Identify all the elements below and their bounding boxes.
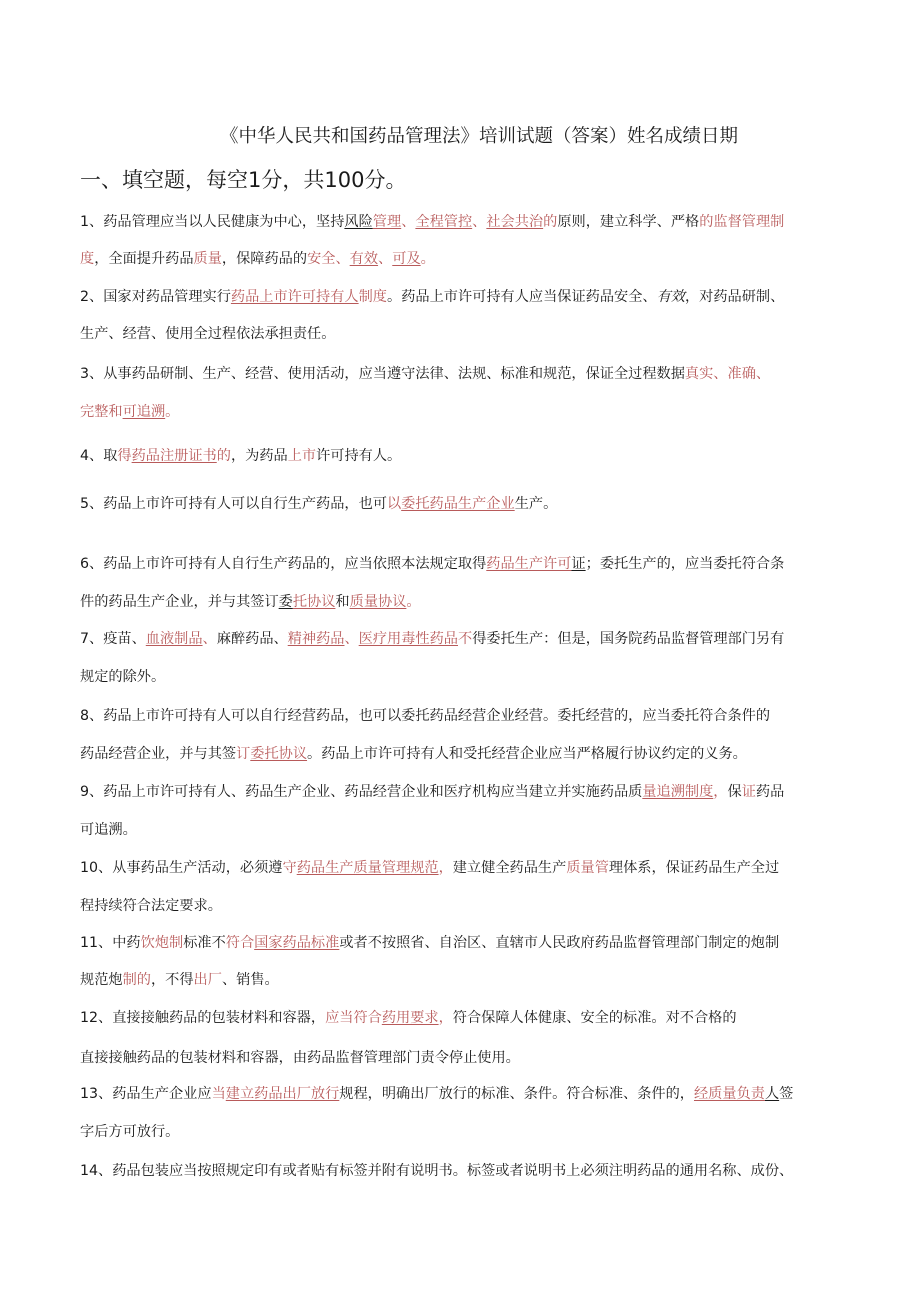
question-text: 麻醉药品、 — [216, 631, 288, 647]
question-text: 1、药品管理应当以人民健康为中心，坚持 — [80, 214, 345, 230]
question-text: 规定的除外。 — [80, 669, 166, 685]
question-text: 有效 — [656, 289, 685, 305]
question-text: 规范炮 — [80, 972, 123, 988]
question-text: 4、取 — [80, 448, 118, 464]
question-text: 风险 — [344, 214, 373, 230]
question-line — [80, 249, 860, 269]
answer-text: 。 — [406, 594, 421, 610]
answer-text: 的监督管理制 — [699, 214, 785, 230]
answer-text: 质量 — [193, 251, 222, 267]
question-text: 5、药品上市许可持有人可以自行生产药品，也可 — [80, 496, 387, 512]
answer-text: 建立药品出厂放行 — [225, 1086, 340, 1102]
question-text: 原则，建立科学、严格 — [557, 214, 700, 230]
question-text: 12、直接接触药品的包装材料和容器， — [80, 1010, 326, 1026]
answer-text: 质量协议 — [349, 594, 407, 610]
question-line — [80, 402, 860, 422]
answer-text: 委托协议 — [250, 746, 308, 762]
answer-text: 血液制品 — [145, 631, 203, 647]
question-text: 或者不按照省、自治区、直辖市人民政府药品监督管理部门制定的炮制 — [339, 935, 780, 951]
answer-text: 药品生产许可 — [486, 556, 572, 572]
question-line — [80, 287, 860, 307]
answer-text: 、 — [755, 366, 771, 382]
answer-text: 药品注册证书 — [131, 448, 217, 464]
question-line — [80, 820, 860, 840]
answer-text: 当 — [211, 1086, 226, 1102]
answer-text: ， — [713, 784, 728, 800]
document-title: 《中华人民共和国药品管理法》培训试题（答案）姓名成绩日期 — [220, 126, 739, 147]
question-text: 3、从事药品研制、生产、经营、使用活动，应当遵守法律、法规、标准和规范，保证全过程数据 — [80, 366, 685, 382]
question-text: 件的药品生产企业，并与其签订 — [80, 594, 279, 610]
answer-text: 以 — [386, 496, 402, 512]
answer-text: 、 — [378, 251, 393, 267]
section-heading: 一、填空题，每空1分，共100分。 — [80, 168, 407, 192]
question-text: 2、国家对药品管理实行 — [80, 289, 231, 305]
question-text: 字后方可放行。 — [80, 1124, 180, 1140]
question-line — [80, 933, 860, 953]
question-text: 。药品上市许可持有人应当保证药品安全、 — [387, 289, 657, 305]
answer-text: 制度 — [358, 289, 387, 305]
question-text: 9、药品上市许可持有人、药品生产企业、药品经营企业和医疗机构应当建立并实施药品质 — [80, 784, 643, 800]
question-line — [80, 1048, 860, 1068]
question-line — [80, 858, 860, 878]
answer-text: 全程管控 — [415, 214, 473, 230]
question-text: 直接接触药品的包装材料和容器，由药品监督管理部门责令停止使用。 — [80, 1050, 520, 1066]
question-line — [80, 212, 860, 232]
answer-text: 社会共治 — [486, 214, 544, 230]
answer-text: 药品生产质量管理规范 — [296, 860, 439, 876]
question-text: 委 — [278, 594, 293, 610]
answer-text: 度 — [80, 251, 95, 267]
answer-text: 准确 — [727, 366, 756, 382]
question-text: ，全面提升药品 — [94, 251, 194, 267]
answer-text: 的 — [216, 448, 231, 464]
question-text: 证 — [571, 556, 586, 572]
answer-text: 、 — [713, 366, 728, 382]
question-text: 、销售。 — [221, 972, 279, 988]
question-text: 标准不 — [183, 935, 226, 951]
question-line — [80, 782, 860, 802]
answer-text: 的 — [543, 214, 558, 230]
answer-text: ， — [438, 860, 453, 876]
answer-text: 医疗用毒性药品 — [358, 631, 458, 647]
answer-text: 、 — [401, 214, 416, 230]
answer-text: 可及 — [392, 251, 421, 267]
question-text: 药品 — [755, 784, 785, 800]
question-line — [80, 744, 860, 764]
question-text: 可追溯。 — [80, 822, 137, 838]
question-text: 得委托生产：但是，国务院药品监督管理部门另有 — [472, 631, 785, 647]
question-text: 。药品上市许可持有人和受托经营企业应当严格履行协议约定的义务。 — [307, 746, 747, 762]
question-text: 和 — [335, 594, 350, 610]
question-text: 10、从事药品生产活动，必须遵 — [80, 860, 283, 876]
answer-text: 订 — [236, 746, 251, 762]
answer-text: 上市 — [287, 448, 317, 464]
answer-text: 可追溯 — [122, 404, 166, 420]
question-text: 规程，明确出厂放行的标准、条件。符合标准、条件的， — [339, 1086, 694, 1102]
question-line — [80, 970, 860, 990]
question-text: 生产。 — [514, 496, 558, 512]
question-text: ，对药品研制、 — [684, 289, 785, 305]
answer-text: 托协议 — [292, 594, 336, 610]
question-line — [80, 706, 860, 726]
answer-text: 有效 — [349, 251, 379, 267]
answer-text: 国家药品标准 — [254, 935, 340, 951]
question-text: 6、药品上市许可持有人自行生产药品的，应当依照本法规定取得 — [80, 556, 487, 572]
answer-text: 药用要求 — [381, 1010, 439, 1026]
question-line — [80, 1161, 860, 1181]
question-line — [80, 554, 860, 574]
answer-text: 真实 — [684, 366, 714, 382]
answer-text: 、 — [472, 214, 487, 230]
answer-text: 经质量负责 — [693, 1086, 765, 1102]
answer-text: 、 — [335, 251, 350, 267]
answer-text: 精神药品 — [287, 631, 345, 647]
question-text: 许可持有人。 — [316, 448, 402, 464]
question-text: 保 — [727, 784, 742, 800]
answer-text: 质量管 — [566, 860, 609, 876]
answer-text: 守 — [282, 860, 297, 876]
answer-text: 符合 — [225, 935, 255, 951]
answer-text: 。 — [165, 404, 180, 420]
answer-text: 管理 — [372, 214, 402, 230]
question-line — [80, 629, 860, 649]
question-text: 符合保障人体健康、安全的标准。对不合格的 — [452, 1010, 737, 1026]
question-line — [80, 1084, 860, 1104]
answer-text: 。 — [420, 251, 435, 267]
question-line — [80, 592, 860, 612]
answer-text: 证 — [741, 784, 756, 800]
answer-text: 制的 — [122, 972, 151, 988]
question-text: ，不得 — [150, 972, 194, 988]
question-text: 人 — [764, 1086, 780, 1102]
question-text: 14、药品包装应当按照规定印有或者贴有标签并附有说明书。标签或者说明书上必须注明药品的通用名称、成份、 — [80, 1163, 794, 1179]
answer-text: 得 — [117, 448, 132, 464]
answer-text: 、 — [202, 631, 217, 647]
question-text: 13、药品生产企业应 — [80, 1086, 212, 1102]
question-line — [80, 446, 860, 466]
answer-text: ， — [438, 1010, 453, 1026]
question-text: 程持续符合法定要求。 — [80, 898, 222, 914]
answer-text: 应当符合 — [325, 1010, 382, 1026]
question-line — [80, 1008, 860, 1028]
question-text: ，保障药品的 — [221, 251, 308, 267]
answer-text: 、 — [344, 631, 359, 647]
question-text: 11、中药 — [80, 935, 141, 951]
question-text: 签 — [779, 1086, 794, 1102]
question-text: 建立健全药品生产 — [452, 860, 567, 876]
question-line — [80, 1122, 860, 1142]
question-line — [80, 494, 860, 514]
question-line — [80, 667, 860, 687]
question-text: 生产、经营、使用全过程依法承担责任。 — [80, 326, 336, 342]
question-line — [80, 324, 860, 344]
question-text: 8、药品上市许可持有人可以自行经营药品，也可以委托药品经营企业经营。委托经营的，应当委托符合条件的 — [80, 708, 771, 724]
answer-text: 饮炮制 — [140, 935, 184, 951]
question-text: ；委托生产的，应当委托符合条 — [585, 556, 785, 572]
question-line — [80, 896, 860, 916]
question-line — [80, 364, 860, 384]
question-text: ，为药品 — [230, 448, 288, 464]
answer-text: 量追溯制度 — [642, 784, 714, 800]
answer-text: 完整和 — [80, 404, 123, 420]
answer-text: 委托药品生产企业 — [401, 496, 515, 512]
answer-text: 药品上市许可持有人 — [230, 289, 359, 305]
question-text: 理体系，保证药品生产全过 — [608, 860, 780, 876]
answer-text: 安全 — [307, 251, 336, 267]
question-text: 7、疫苗、 — [80, 631, 146, 647]
answer-text: 不 — [458, 631, 473, 647]
answer-text: 出厂 — [193, 972, 222, 988]
question-text: 药品经营企业，并与其签 — [80, 746, 237, 762]
